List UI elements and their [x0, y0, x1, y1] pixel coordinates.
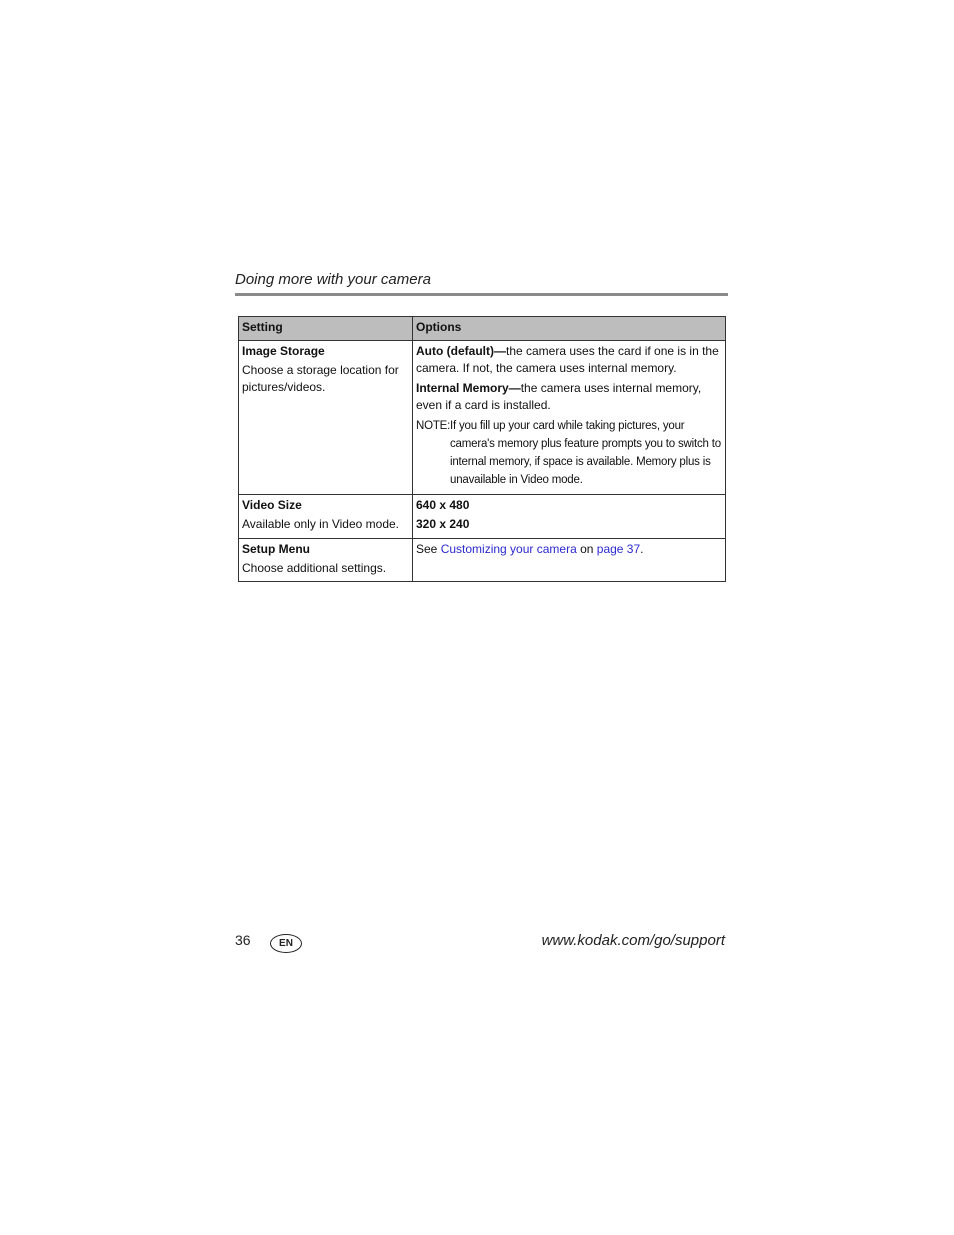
- link-customizing-camera[interactable]: Customizing your camera: [440, 542, 577, 556]
- note-text: If you fill up your card while taking pictures, your camera's memory plus feature prompts you to switch to internal memory, if space is available. Memory plus is unavailable in Video mode.: [450, 420, 721, 486]
- option-label: Internal Memory—: [416, 381, 521, 395]
- option-label: Auto (default)—: [416, 344, 506, 358]
- sentence-end: .: [640, 542, 644, 556]
- setting-description: Choose a storage location for pictures/videos.: [242, 363, 399, 394]
- option-internal-memory: [416, 380, 722, 414]
- option-text: the camera uses the card if one is in the camera. If not, the camera uses internal memory.: [416, 344, 719, 375]
- table-header-row: [239, 317, 726, 341]
- table-row: [239, 539, 726, 582]
- setting-cell: [239, 495, 413, 539]
- column-header-setting: Setting: [239, 317, 413, 341]
- header-rule: [235, 293, 728, 296]
- table-row: [239, 495, 726, 539]
- see-prefix: See: [416, 542, 441, 556]
- option-video-size: 640 x 480: [416, 498, 470, 512]
- setting-cell: [239, 539, 413, 582]
- link-page-37[interactable]: page 37: [596, 542, 641, 556]
- option-text: the camera uses internal memory, even if a card is installed.: [416, 381, 702, 412]
- link-joiner: on: [576, 542, 597, 556]
- options-cell: [413, 539, 726, 582]
- option-video-size: 320 x 240: [416, 517, 470, 531]
- setting-name: Video Size: [242, 498, 302, 512]
- support-url: www.kodak.com/go/support: [541, 932, 725, 949]
- table-row: [239, 341, 726, 495]
- note-label: NOTE:: [416, 420, 451, 432]
- page-number: 36: [235, 932, 251, 948]
- section-title: Doing more with your camera: [235, 271, 431, 288]
- setting-description: Available only in Video mode.: [242, 517, 399, 531]
- options-cell: [413, 495, 726, 539]
- option-auto: [416, 343, 722, 377]
- setting-name: Setup Menu: [242, 542, 310, 556]
- language-badge: EN: [270, 934, 302, 953]
- options-cell: [413, 341, 726, 495]
- setting-cell: [239, 341, 413, 495]
- column-header-options: Options: [413, 317, 726, 341]
- setting-description: Choose additional settings.: [242, 561, 387, 575]
- settings-table: [238, 316, 726, 582]
- setting-name: Image Storage: [242, 344, 325, 358]
- note: [416, 417, 722, 489]
